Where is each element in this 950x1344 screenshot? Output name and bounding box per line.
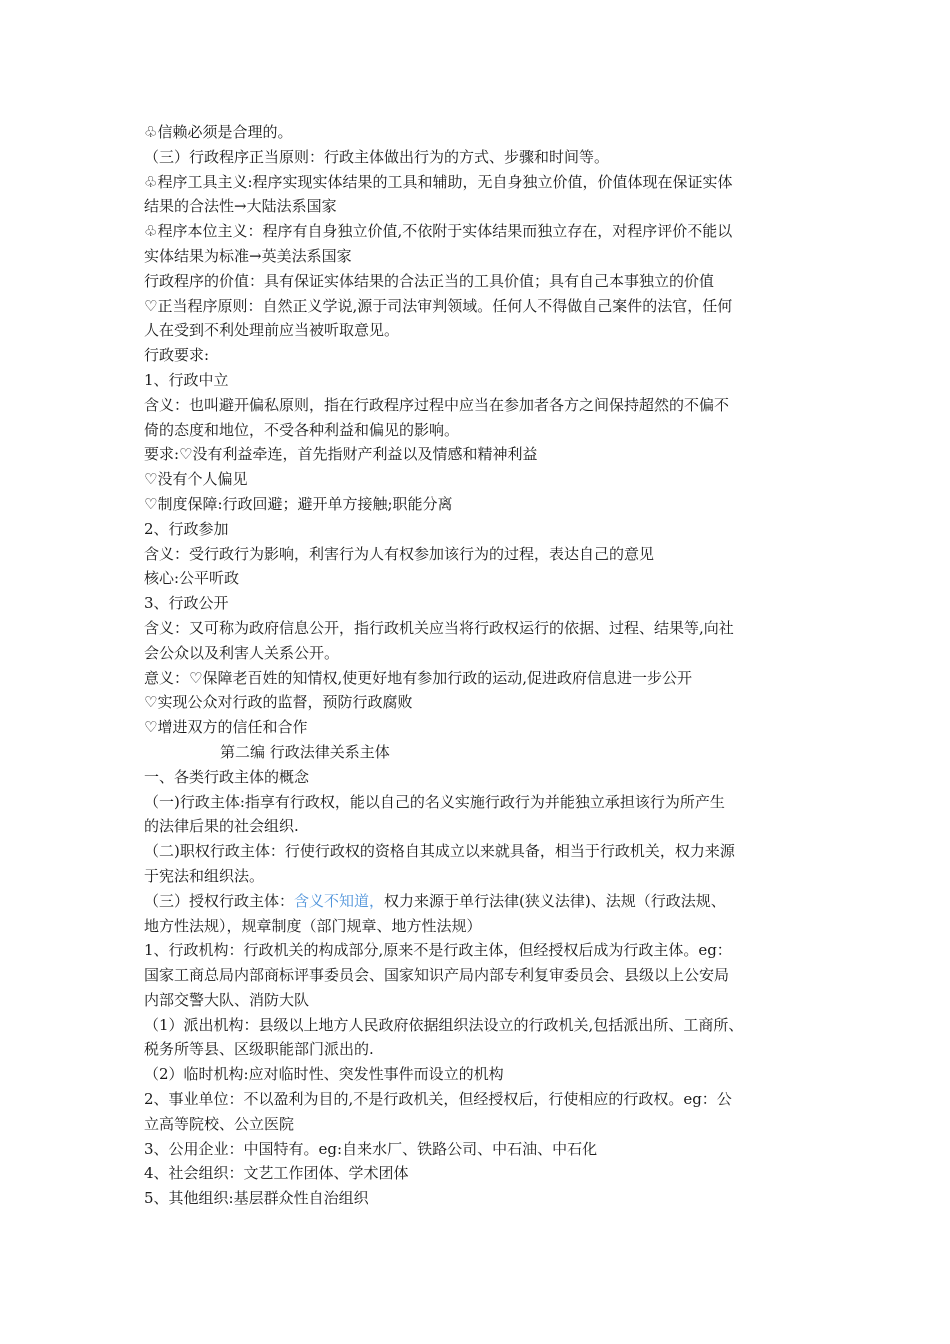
text-line [144, 1087, 824, 1112]
text-line [144, 566, 824, 591]
text-line [144, 269, 824, 294]
line-text: （三）授权行政主体： [144, 891, 295, 910]
line-text: 行政程序的价值：具有保证实体结果的合法正当的工具价值；具有自己本事独立的价值 [144, 271, 715, 290]
document-page [144, 120, 824, 1211]
text-line [144, 194, 824, 219]
text-line [144, 715, 824, 740]
line-text: 于宪法和组织法。 [144, 866, 265, 885]
text-line [144, 120, 824, 145]
text-line [144, 1186, 824, 1211]
line-text: ♡实现公众对行政的监督，预防行政腐败 [144, 693, 413, 712]
line-text: 地方性法规），规章制度（部门规章、地方性法规） [144, 916, 482, 935]
text-line [144, 492, 824, 517]
text-line [144, 765, 824, 790]
line-text: 含义：又可称为政府信息公开，指行政机关应当将行政权运行的依据、过程、结果等,向社 [144, 618, 734, 637]
text-line [144, 938, 824, 963]
text-line [144, 666, 824, 691]
text-line [144, 864, 824, 889]
text-line [144, 1112, 824, 1137]
text-line [144, 294, 824, 319]
text-line [144, 1037, 824, 1062]
line-text: 1、行政机构：行政机关的构成部分,原来不是行政主体，但经授权后成为行政主体。eg： [144, 941, 732, 960]
text-line [144, 442, 824, 467]
text-line [144, 814, 824, 839]
line-text: 第二编 行政法律关系主体 [220, 742, 390, 761]
line-text: ♧信赖必须是合理的。 [144, 123, 293, 141]
line-text: 4、社会组织：文艺工作团体、学术团体 [144, 1164, 409, 1183]
text-line [144, 368, 824, 393]
text-line [144, 616, 824, 641]
text-line [144, 1137, 824, 1162]
text-line [144, 1161, 824, 1186]
text-line [144, 318, 824, 343]
line-text: 实体结果为标准→英美法系国家 [144, 246, 352, 265]
text-line [144, 1062, 824, 1087]
line-text: ♡没有个人偏见 [144, 470, 248, 489]
text-line [144, 914, 824, 939]
text-line [144, 988, 824, 1013]
line-text: （二)职权行政主体：行使行政权的资格自其成立以来就具备，相当于行政机关，权力来源 [144, 842, 735, 861]
text-line [144, 790, 824, 815]
text-line [144, 418, 824, 443]
line-text: 国家工商总局内部商标评事委员会、国家知识产局内部专利复审委员会、县级以上公安局 [144, 966, 730, 985]
text-line [144, 641, 824, 666]
text-line [144, 1013, 824, 1038]
text-line [144, 145, 824, 170]
highlighted-text: 含义不知道， [294, 891, 385, 910]
line-text: 立高等院校、公立医院 [144, 1114, 295, 1133]
text-line [144, 219, 824, 244]
line-text: ♧程序本位主义：程序有自身独立价值,不依附于实体结果而独立存在，对程序评价不能以 [144, 222, 733, 241]
line-text: （一)行政主体:指享有行政权，能以自己的名义实施行政行为并能独立承担该行为所产生 [144, 792, 725, 811]
line-text: ♡制度保障:行政回避；避开单方接触;职能分离 [144, 494, 453, 513]
text-line [144, 170, 824, 195]
line-text: 核心:公平听政 [144, 569, 240, 588]
line-text: 含义：受行政行为影响，利害行为人有权参加该行为的过程，表达自己的意见 [144, 544, 655, 563]
line-text: 行政要求: [144, 346, 210, 365]
line-text: ♧程序工具主义:程序实现实体结果的工具和辅助，无自身独立价值，价值体现在保证实体 [144, 172, 733, 191]
line-text: 意义：♡保障老百姓的知情权,使更好地有参加行政的运动,促进政府信息进一步公开 [144, 668, 692, 687]
line-text: 结果的合法性→大陆法系国家 [144, 197, 337, 216]
line-text: 2、行政参加 [144, 519, 229, 538]
text-line [144, 591, 824, 616]
line-text: 倚的态度和地位，不受各种利益和偏见的影响。 [144, 420, 460, 439]
line-text: 要求:♡没有利益牵连，首先指财产利益以及情感和精神利益 [144, 445, 538, 464]
line-text: ♡正当程序原则：自然正义学说,源于司法审判领域。任何人不得做自己案件的法官，任何 [144, 296, 733, 315]
line-text: 3、公用企业：中国特有。eg:自来水厂、铁路公司、中石油、中石化 [144, 1139, 598, 1158]
text-line [144, 393, 824, 418]
text-line [144, 467, 824, 492]
line-text: 1、行政中立 [144, 370, 229, 389]
line-text: 内部交警大队、消防大队 [144, 990, 310, 1009]
text-line [144, 244, 824, 269]
line-text: （2）临时机构:应对临时性、突发性事件而设立的机构 [144, 1065, 504, 1084]
text-line [144, 690, 824, 715]
line-text: 2、事业单位：不以盈利为目的,不是行政机关，但经授权后，行使相应的行政权。eg：公 [144, 1090, 732, 1109]
line-text: 税务所等县、区级职能部门派出的. [144, 1040, 374, 1059]
text-line [144, 343, 824, 368]
line-text: 3、行政公开 [144, 594, 229, 613]
text-line [144, 542, 824, 567]
line-text: （三）行政程序正当原则：行政主体做出行为的方式、步骤和时间等。 [144, 147, 610, 166]
text-line [144, 517, 824, 542]
line-text: ♡增进双方的信任和合作 [144, 718, 308, 737]
line-text: 人在受到不利处理前应当被听取意见。 [144, 321, 400, 340]
line-text: （1）派出机构：县级以上地方人民政府依据组织法设立的行政机关,包括派出所、工商所、 [144, 1015, 744, 1034]
line-text: 含义：也叫避开偏私原则，指在行政程序过程中应当在参加者各方之间保持超然的不偏不 [144, 395, 730, 414]
text-line [144, 963, 824, 988]
line-text: 会公众以及利害人关系公开。 [144, 643, 340, 662]
line-text-continued: 权力来源于单行法律(狭义法律)、法规（行政法规、 [384, 891, 726, 910]
text-line [144, 889, 824, 914]
line-text: 5、其他组织:基层群众性自治组织 [144, 1189, 369, 1208]
text-line [144, 839, 824, 864]
line-text: 一、各类行政主体的概念 [144, 767, 310, 786]
section-heading [144, 740, 824, 765]
line-text: 的法律后果的社会组织. [144, 817, 299, 836]
